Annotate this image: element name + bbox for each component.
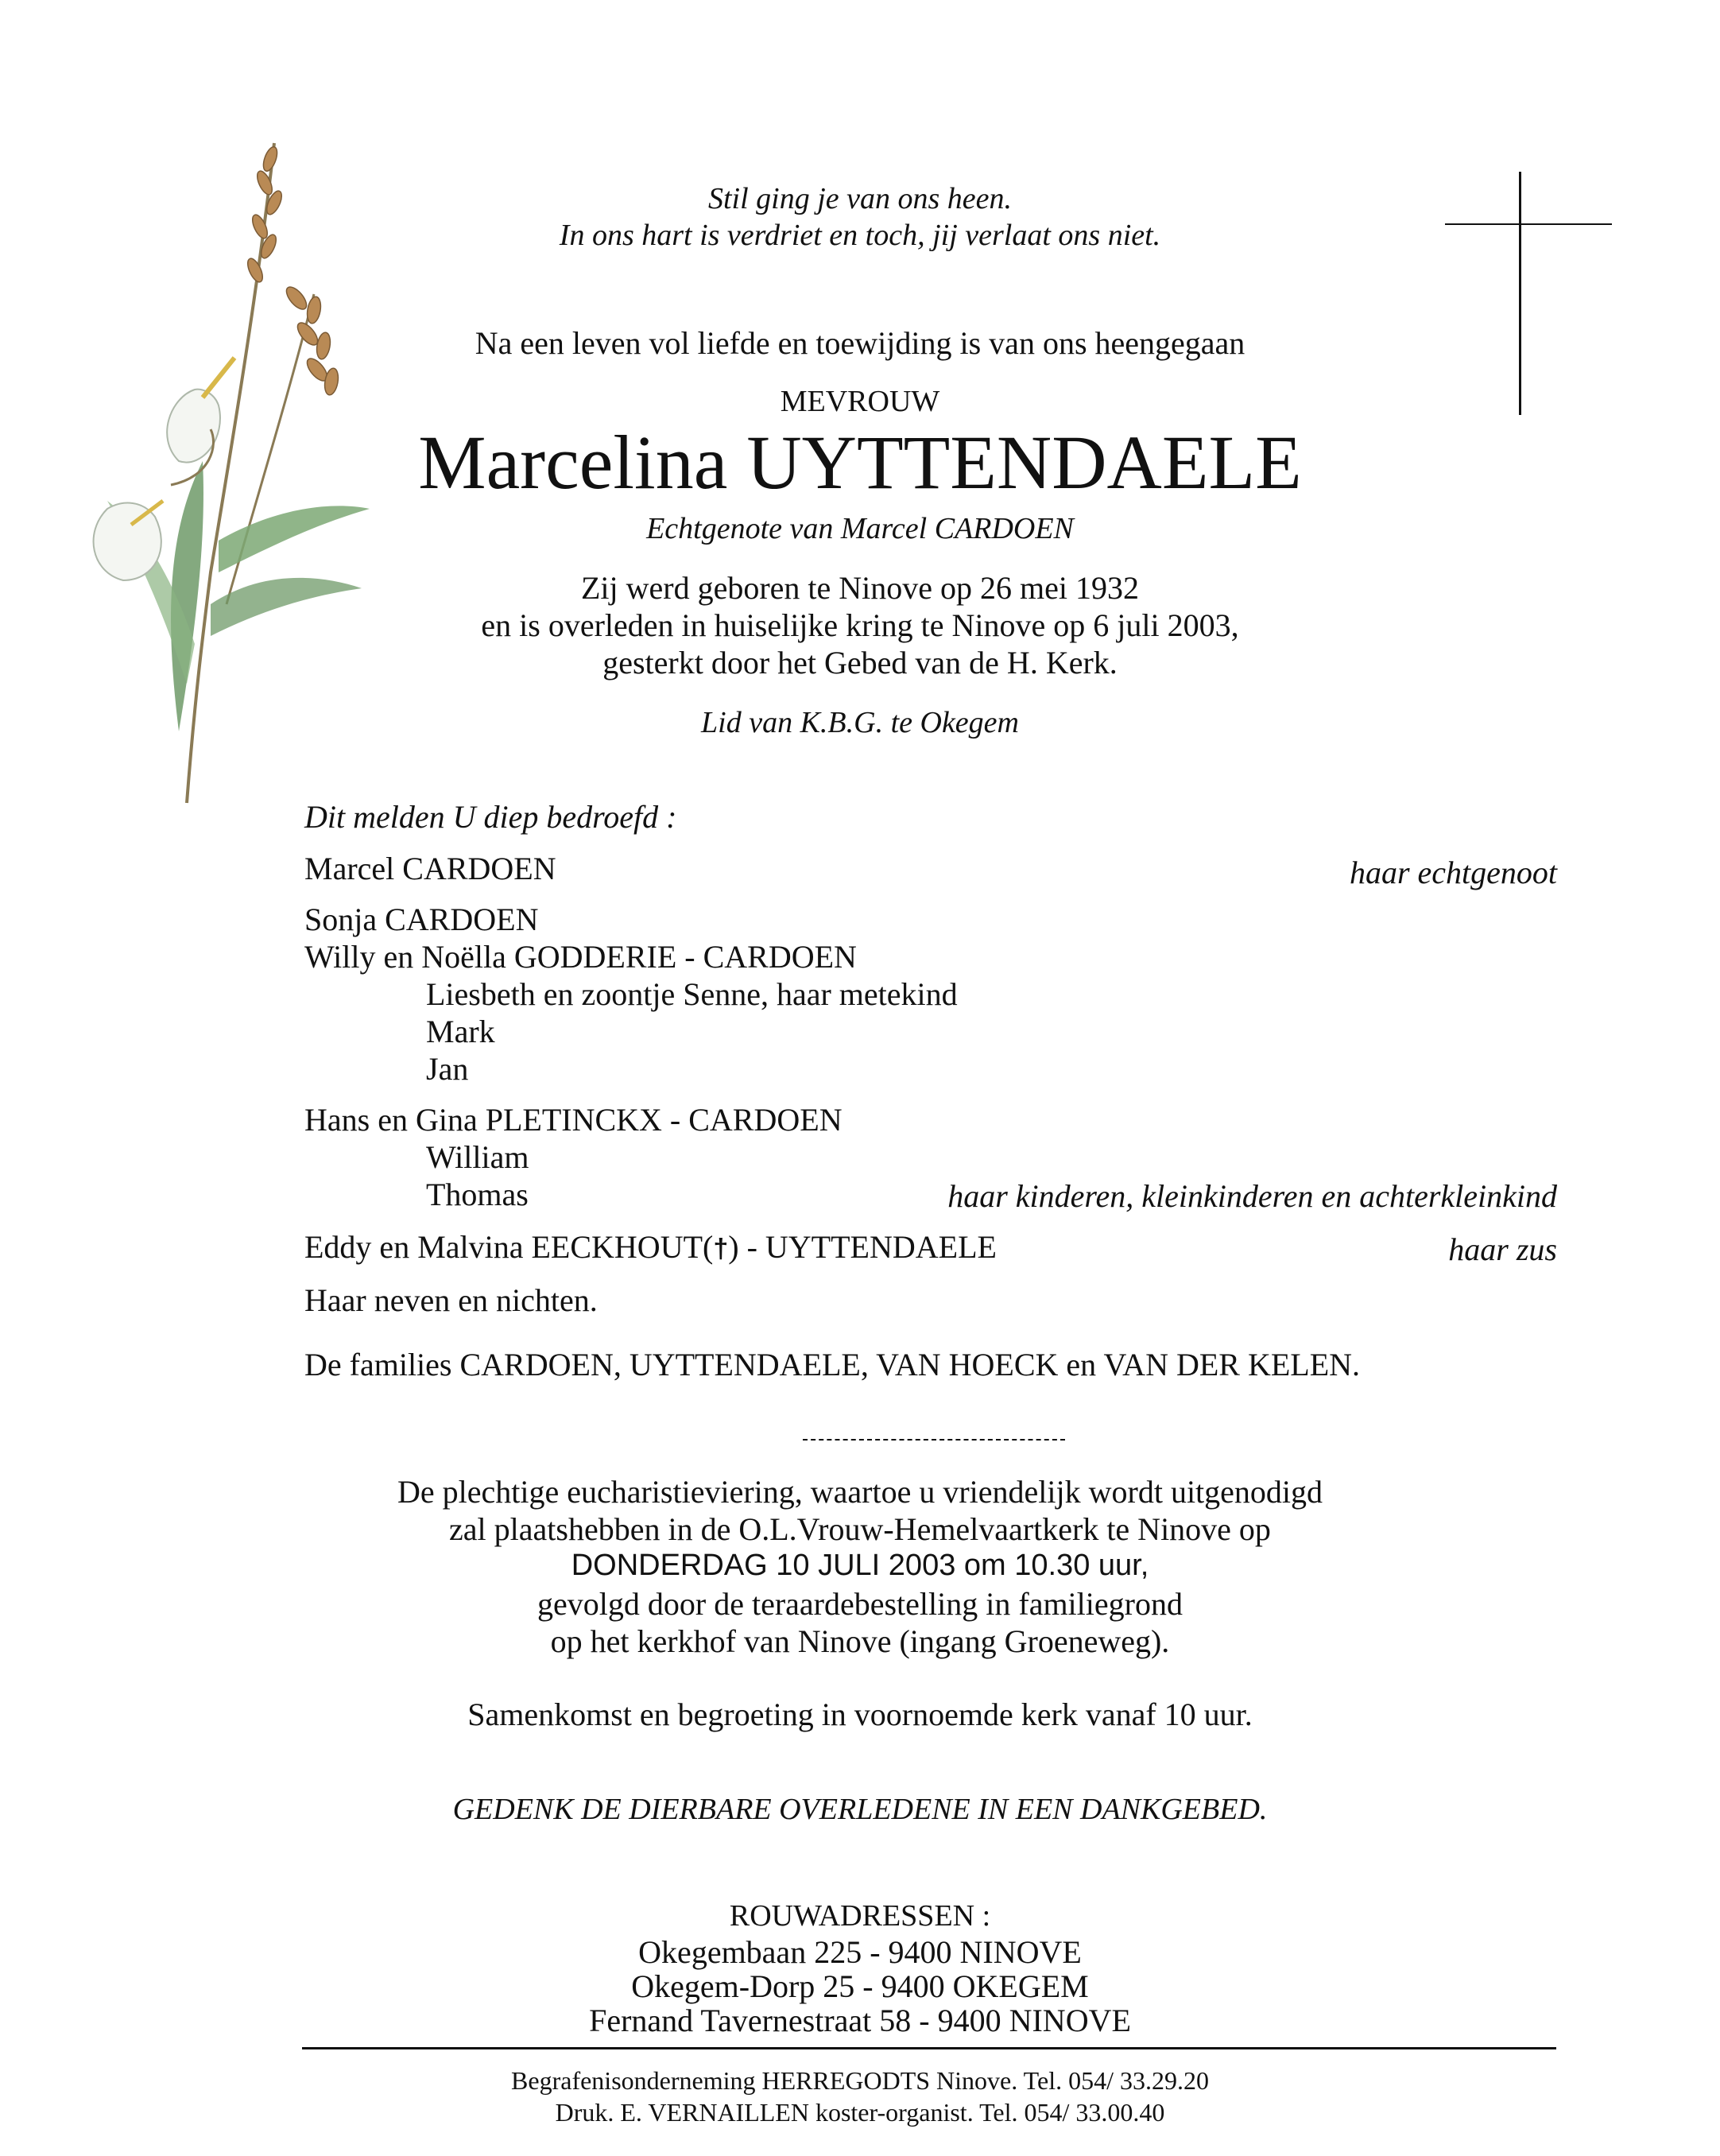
- mourner-child-3: Hans en Gina PLETINCKX - CARDOEN: [304, 1102, 843, 1138]
- mourner-child-1: Sonja CARDOEN: [304, 902, 539, 937]
- service-date: DONDERDAG 10 JULI 2003 om 10.30 uur,: [571, 1549, 1149, 1582]
- addresses-heading: ROUWADRESSEN :: [729, 1899, 991, 1933]
- mourners-heading: Dit melden U diep bedroefd :: [304, 799, 677, 835]
- mourner-grandchild-2: Mark: [426, 1014, 495, 1049]
- sister-name-part-2: ) - UYTTENDAELE: [728, 1229, 997, 1265]
- quote-line-2: In ons hart is verdriet en toch, jij verlaat ons niet.: [559, 219, 1161, 252]
- role-children: haar kinderen, kleinkinderen en achterkleinkind: [947, 1178, 1557, 1214]
- mourner-child-2: Willy en Noëlla GODDERIE - CARDOEN: [304, 939, 857, 975]
- death-line: en is overleden in huiselijke kring te Ninove op 6 juli 2003,: [481, 607, 1239, 643]
- address-3: Fernand Tavernestraat 58 - 9400 NINOVE: [589, 2003, 1131, 2038]
- role-sister: haar zus: [1448, 1231, 1557, 1267]
- mourner-sister: [304, 1231, 997, 1263]
- address-1: Okegembaan 225 - 9400 NINOVE: [638, 1934, 1082, 1970]
- service-line-4: op het kerkhof van Ninove (ingang Groeneweg).: [550, 1623, 1170, 1659]
- footer-rule: [302, 2047, 1556, 2049]
- membership-line: Lid van K.B.G. te Okegem: [701, 706, 1019, 739]
- mourner-grandchild-5: Thomas: [426, 1177, 529, 1212]
- role-spouse: haar echtgenoot: [1349, 855, 1557, 890]
- small-cross-icon: †: [713, 1234, 729, 1264]
- printer-line: Druk. E. VERNAILLEN koster-organist. Tel. 054/ 33.00.40: [555, 2098, 1165, 2127]
- address-2: Okegem-Dorp 25 - 9400 OKEGEM: [631, 1968, 1089, 2004]
- sister-name-part-1: Eddy en Malvina EECKHOUT(: [304, 1229, 714, 1265]
- mourner-grandchild-3: Jan: [426, 1051, 469, 1087]
- announcement-intro: Na een leven vol liefde en toewijding is van ons heengegaan: [475, 325, 1245, 361]
- gathering-line: Samenkomst en begroeting in voornoemde kerk vanaf 10 uur.: [467, 1696, 1253, 1732]
- cousins-line: Haar neven en nichten.: [304, 1282, 598, 1318]
- service-line-2: zal plaatshebben in de O.L.Vrouw-Hemelvaartkerk te Ninove op: [449, 1511, 1271, 1547]
- birth-line: Zij werd geboren te Ninove op 26 mei 1932: [580, 570, 1140, 606]
- spouse-line: Echtgenote van Marcel CARDOEN: [646, 512, 1074, 545]
- service-line-3: gevolgd door de teraardebestelling in familiegrond: [537, 1586, 1183, 1622]
- section-divider: [803, 1439, 1065, 1441]
- remember-line: GEDENK DE DIERBARE OVERLEDENE IN EEN DANKGEBED.: [452, 1793, 1268, 1826]
- title-mevrouw: MEVROUW: [780, 385, 940, 418]
- mourner-grandchild-4: William: [426, 1139, 529, 1175]
- quote-line-1: Stil ging je van ons heen.: [707, 182, 1013, 215]
- sacrament-line: gesterkt door het Gebed van de H. Kerk.: [602, 645, 1118, 681]
- mourner-spouse: Marcel CARDOEN: [304, 851, 556, 886]
- families-line: De families CARDOEN, UYTTENDAELE, VAN HOECK en VAN DER KELEN.: [304, 1347, 1361, 1382]
- mourner-grandchild-1: Liesbeth en zoontje Senne, haar metekind: [426, 976, 958, 1012]
- undertaker-line: Begrafenisonderneming HERREGODTS Ninove. Tel. 054/ 33.29.20: [511, 2066, 1209, 2095]
- service-line-1: De plechtige eucharistieviering, waartoe u vriendelijk wordt uitgenodigd: [397, 1474, 1323, 1510]
- deceased-name: Marcelina UYTTENDAELE: [418, 420, 1302, 505]
